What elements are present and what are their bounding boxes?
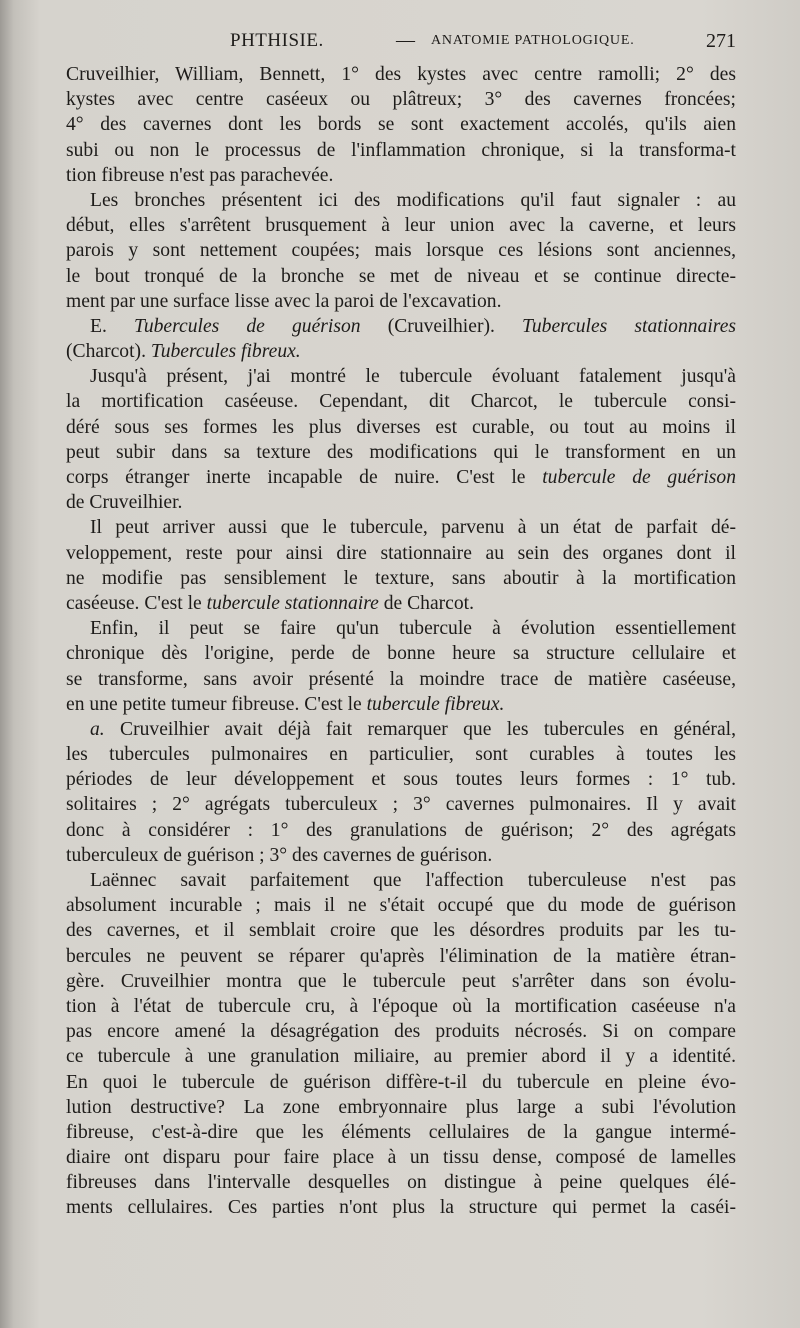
text-segment: Cruveilhier, William, Bennett, 1° des kystes avec centre ramolli; 2° des bbox=[66, 64, 736, 85]
text-segment: de Cruveilhier. bbox=[66, 492, 183, 514]
text-segment: solitaires ; 2° agrégats tuberculeux ; 3° cavernes pulmonaires. Il y avait bbox=[66, 794, 736, 816]
text-segment: E. bbox=[90, 315, 134, 337]
header-dash: — bbox=[396, 30, 415, 51]
text-line bbox=[66, 541, 736, 566]
text-line bbox=[66, 944, 736, 969]
text-segment: fibreuse, c'est-à-dire que les éléments cellulaires de la gangue intermé- bbox=[66, 1121, 736, 1143]
italic-text: Tubercules fibreux. bbox=[150, 341, 301, 363]
text-line bbox=[66, 1170, 736, 1195]
text-segment: la mortification caséeuse. Cependant, dit Charcot, le tubercule consi- bbox=[66, 391, 736, 413]
italic-text: tubercule stationnaire bbox=[206, 592, 379, 614]
text-segment: kystes avec centre caséeux ou plâtreux; 3° des cavernes froncées; bbox=[66, 89, 736, 111]
text-line bbox=[66, 87, 736, 112]
running-header bbox=[66, 30, 736, 58]
text-segment: parois y sont nettement coupées; mais lorsque ces lésions sont anciennes, bbox=[66, 240, 736, 262]
text-line bbox=[66, 1044, 736, 1069]
text-line bbox=[66, 339, 736, 364]
text-segment: Cruveilhier avait déjà fait remarquer que les tubercules en général, bbox=[104, 718, 736, 740]
text-segment: de Charcot. bbox=[378, 592, 475, 614]
text-line bbox=[66, 667, 736, 692]
text-line bbox=[66, 188, 736, 213]
text-line bbox=[66, 994, 736, 1019]
text-segment: En quoi le tubercule de guérison diffère-t-il du tubercule en pleine évo- bbox=[66, 1071, 736, 1093]
text-segment: caséeuse. C'est le bbox=[66, 592, 207, 614]
text-segment: lution destructive? La zone embryonnaire plus large a subi l'évolution bbox=[66, 1096, 736, 1118]
text-segment: Il peut arriver aussi que le tubercule, parvenu à un état de parfait dé- bbox=[90, 517, 736, 539]
text-segment: en une petite tumeur fibreuse. C'est le bbox=[66, 693, 367, 715]
text-segment: début, elles s'arrêtent brusquement à leur union avec la caverne, et leurs bbox=[66, 215, 736, 237]
text-line bbox=[66, 918, 736, 943]
text-segment: ments cellulaires. Ces parties n'ont plus la structure qui permet la caséi- bbox=[66, 1197, 736, 1219]
text-segment: ment par une surface lisse avec la paroi de l'excavation. bbox=[66, 290, 502, 312]
text-segment: (Cruveilhier). bbox=[360, 315, 523, 337]
header-subtitle: ANATOMIE PATHOLOGIQUE. bbox=[431, 33, 635, 48]
text-line bbox=[66, 616, 736, 641]
text-line bbox=[66, 289, 736, 314]
text-segment: des cavernes, et il semblait croire que les désordres produits par les tu- bbox=[66, 920, 736, 942]
text-segment: tion fibreuse n'est pas parachevée. bbox=[66, 164, 334, 186]
text-segment: bercules ne peuvent se réparer qu'après l'élimination de la matière étran- bbox=[66, 945, 736, 967]
text-segment: absolument incurable ; mais il ne s'était occupé que du mode de guérison bbox=[66, 895, 736, 917]
text-line bbox=[66, 792, 736, 817]
text-segment: Enfin, il peut se faire qu'un tubercule à évolution essentiellement bbox=[90, 618, 736, 640]
text-segment: Les bronches présentent ici des modifications qu'il faut signaler : au bbox=[90, 189, 736, 211]
text-segment: ce tubercule à une granulation miliaire, au premier abord il y a identité. bbox=[66, 1046, 736, 1068]
text-segment: ne modifie pas sensiblement le texture, sans aboutir à la mortification bbox=[66, 567, 736, 589]
text-segment: veloppement, reste pour ainsi dire stationnaire au sein des organes dont il bbox=[66, 542, 736, 564]
text-segment: donc à considérer : 1° des granulations de guérison; 2° des agrégats bbox=[66, 819, 736, 841]
text-segment: pas encore amené la désagrégation des produits nécrosés. Si on compare bbox=[66, 1021, 736, 1043]
italic-text: a. bbox=[90, 718, 105, 740]
text-segment: tion à l'état de tubercule cru, à l'époque où la mortification caséeuse n'a bbox=[66, 995, 736, 1017]
text-line bbox=[66, 566, 736, 591]
text-line bbox=[66, 1070, 736, 1095]
italic-text: tubercule de guérison bbox=[542, 467, 736, 488]
text-line bbox=[66, 717, 736, 742]
text-line bbox=[66, 969, 736, 994]
page-number: 271 bbox=[706, 30, 736, 52]
text-line bbox=[66, 163, 736, 188]
text-line bbox=[66, 465, 736, 490]
text-segment: tuberculeux de guérison ; 3° des cavernes de guérison. bbox=[66, 844, 493, 866]
text-line bbox=[66, 818, 736, 843]
text-line bbox=[66, 238, 736, 263]
italic-text: Tubercules stationnaires bbox=[522, 315, 737, 337]
text-segment: le bout tronqué de la bronche se met de niveau et se continue directe- bbox=[66, 265, 736, 287]
text-segment: déré sous ses formes les plus diverses est curable, ou tout au moins il bbox=[66, 416, 736, 438]
text-line bbox=[66, 314, 736, 339]
text-segment: (Charcot). bbox=[66, 341, 151, 363]
text-segment: les tubercules pulmonaires en particulier, sont curables à toutes les bbox=[66, 744, 736, 766]
text-line bbox=[66, 1120, 736, 1145]
header-title: PHTHISIE. bbox=[230, 30, 324, 51]
text-line bbox=[66, 843, 736, 868]
text-line bbox=[66, 364, 736, 389]
text-segment: Jusqu'à présent, j'ai montré le tubercule évoluant fatalement jusqu'à bbox=[90, 366, 736, 388]
text-line bbox=[66, 641, 736, 666]
text-segment: se transforme, sans avoir présenté la moindre trace de matière caséeuse, bbox=[66, 668, 736, 690]
text-line bbox=[66, 1195, 736, 1220]
text-segment: chronique dès l'origine, perde de bonne heure sa structure cellulaire et bbox=[66, 643, 736, 665]
text-segment: périodes de leur développement et sous toutes leurs formes : 1° tub. bbox=[66, 769, 736, 791]
text-segment: 4° des cavernes dont les bords se sont exactement accolés, qu'ils aien bbox=[66, 114, 736, 136]
text-line bbox=[66, 742, 736, 767]
text-segment: subi ou non le processus de l'inflammation chronique, si la transforma-t bbox=[66, 139, 736, 161]
text-line bbox=[66, 112, 736, 137]
text-line bbox=[66, 62, 736, 87]
text-line bbox=[66, 415, 736, 440]
italic-text: tubercule fibreux. bbox=[366, 693, 505, 715]
text-line bbox=[66, 138, 736, 163]
text-line bbox=[66, 591, 736, 616]
text-line bbox=[66, 1145, 736, 1170]
text-line bbox=[66, 490, 736, 515]
text-segment: diaire ont disparu pour faire place à un tissu dense, composé de lamelles bbox=[66, 1147, 736, 1169]
text-line bbox=[66, 692, 736, 717]
text-line bbox=[66, 767, 736, 792]
text-line bbox=[66, 868, 736, 893]
body-text bbox=[66, 62, 736, 1221]
text-line bbox=[66, 264, 736, 289]
text-segment: peut subir dans sa texture des modifications qui le transforment en un bbox=[66, 441, 736, 463]
text-segment: gère. Cruveilhier montra que le tubercule peut s'arrêter dans son évolu- bbox=[66, 970, 736, 992]
text-line bbox=[66, 893, 736, 918]
text-segment: corps étranger inerte incapable de nuire. C'est le bbox=[66, 467, 543, 488]
text-line bbox=[66, 440, 736, 465]
text-segment: fibreuses dans l'intervalle desquelles on distingue à peine quelques élé- bbox=[66, 1172, 736, 1194]
text-line bbox=[66, 1019, 736, 1044]
text-line bbox=[66, 515, 736, 540]
text-line bbox=[66, 213, 736, 238]
text-line bbox=[66, 1095, 736, 1120]
text-segment: Laënnec savait parfaitement que l'affection tuberculeuse n'est pas bbox=[90, 870, 736, 891]
text-line bbox=[66, 389, 736, 414]
italic-text: Tubercules de guérison bbox=[134, 315, 361, 337]
